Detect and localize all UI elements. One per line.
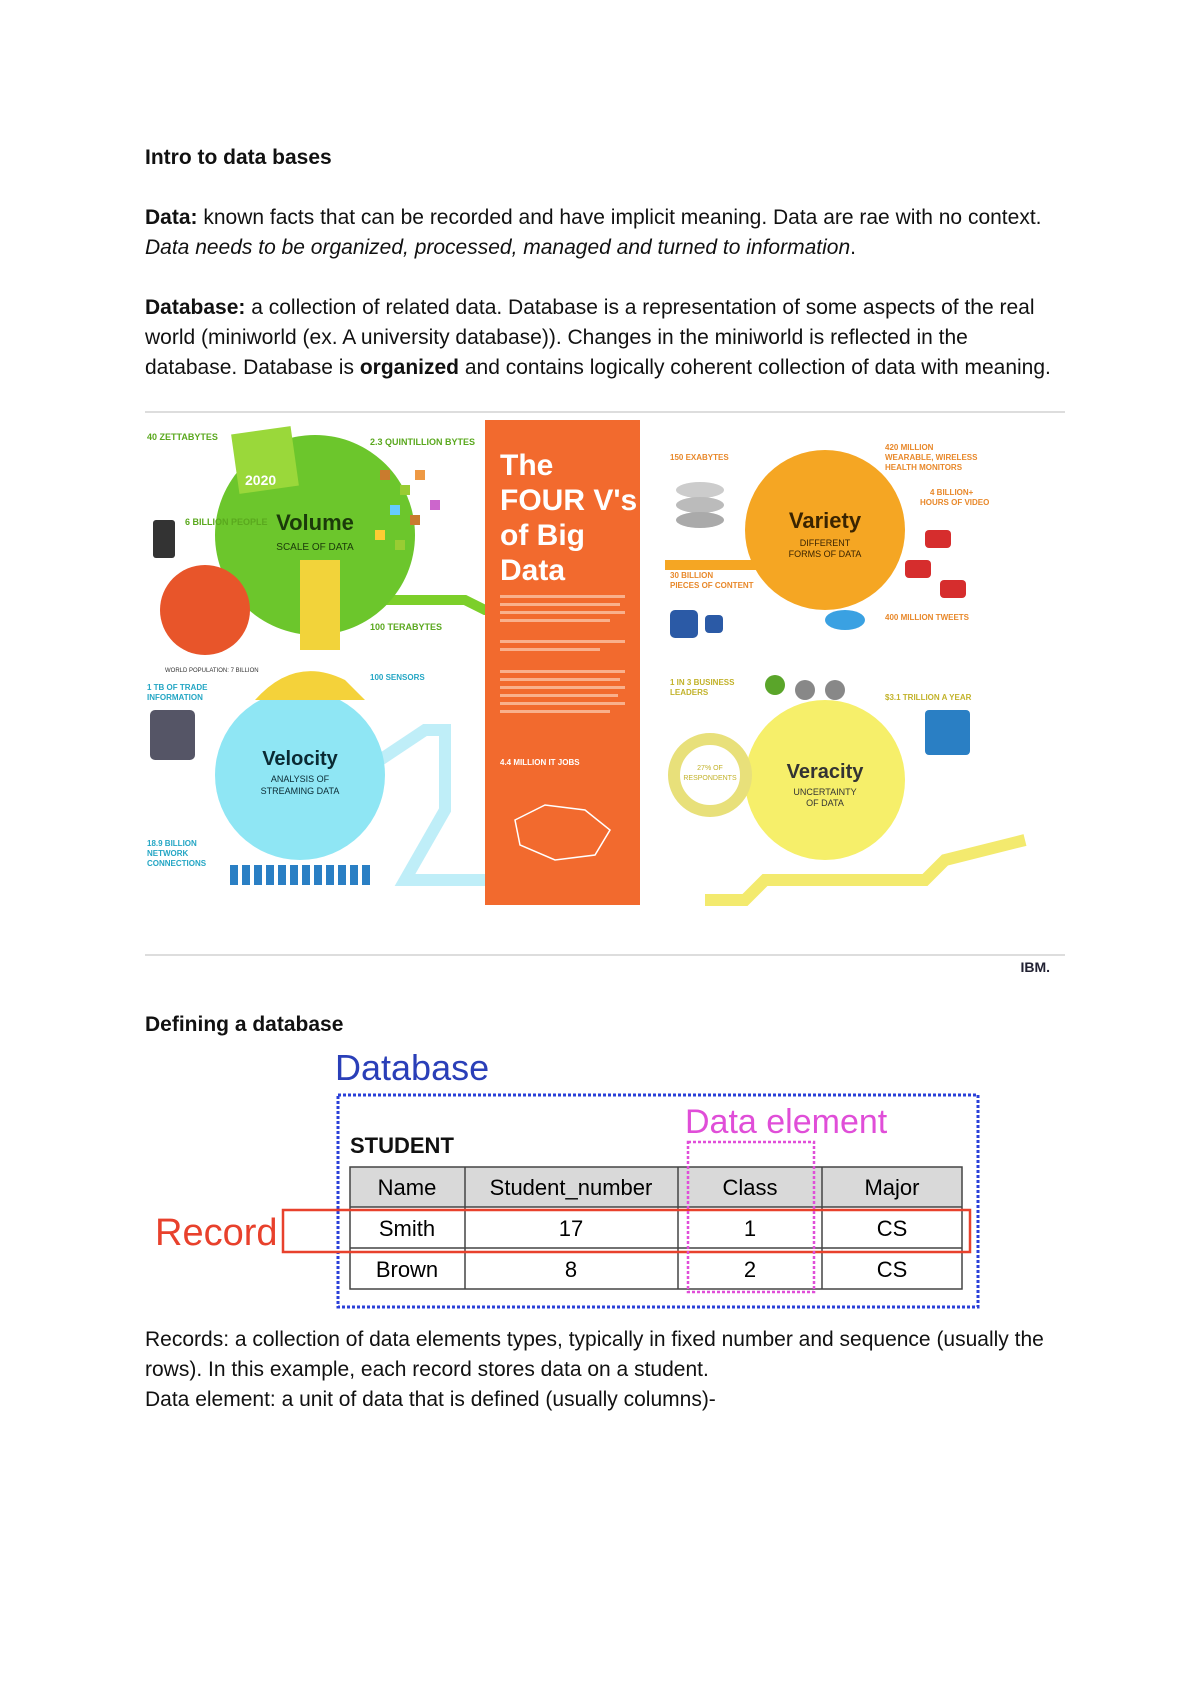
table-cell: CS [876, 1216, 908, 1241]
velocity-panel [147, 671, 425, 885]
column-header-name: Name [377, 1175, 437, 1200]
volume-stat-2: 2.3 QUINTILLION BYTES [370, 437, 476, 447]
veracity-stat-1: 1 IN 3 BUSINESS [670, 678, 735, 687]
records-definition: Records: a collection of data elements types, typically in fixed number and sequence (usually the rows). In this example, each record stores data on a student. [145, 1328, 1044, 1381]
veracity-title: Veracity [786, 761, 864, 783]
table-cell: Smith [378, 1216, 436, 1241]
volume-title: Volume [276, 510, 354, 535]
veracity-stat-3b: RESPONDENTS [683, 775, 737, 782]
data-definition [145, 203, 1065, 263]
variety-stat-2: 420 MILLION [885, 443, 934, 452]
variety-sub-2: FORMS OF DATA [788, 549, 862, 559]
table-name: STUDENT [350, 1133, 454, 1158]
disk-stack-icon [676, 482, 724, 498]
variety-title: Variety [788, 508, 862, 533]
data-end: . [850, 236, 856, 259]
velocity-sub-2: STREAMING DATA [260, 786, 340, 796]
table-cell: 2 [743, 1257, 757, 1282]
volume-population: WORLD POPULATION: 7 BILLION [165, 668, 259, 674]
title-line-1: The [500, 449, 554, 482]
variety-sub-1: DIFFERENT [799, 538, 851, 548]
title-line-2: FOUR V's [500, 484, 638, 517]
youtube-icon [925, 530, 951, 548]
database-label: Database [335, 1047, 490, 1088]
variety-panel [670, 443, 989, 638]
section-heading-defining: Defining a database [145, 1013, 344, 1036]
veracity-stat-3: 27% OF [697, 765, 723, 772]
veracity-stat-2: $3.1 TRILLION A YEAR [885, 693, 972, 702]
database-definition [145, 293, 1065, 383]
car-icon [255, 671, 365, 700]
volume-panel [147, 426, 475, 674]
velocity-title: Velocity [262, 748, 338, 770]
velocity-stat-1b: INFORMATION [147, 693, 203, 702]
person-icon [765, 675, 785, 695]
variety-stat-3: 4 BILLION+ [930, 488, 974, 497]
variety-stat-4b: PIECES OF CONTENT [670, 581, 754, 590]
veracity-panel [670, 675, 972, 860]
velocity-stat-3c: CONNECTIONS [147, 859, 207, 868]
data-element-label: Data element [685, 1103, 888, 1141]
people-icons [230, 865, 370, 885]
variety-stat-2c: HEALTH MONITORS [885, 463, 963, 472]
variety-stat-1: 150 EXABYTES [670, 453, 729, 462]
table-cell: CS [876, 1257, 908, 1282]
database-text-2: and contains logically coherent collection of data with meaning. [459, 356, 1051, 379]
database-text-1: a collection of related data. Database is a representation of some aspects of the real world (miniworld (ex. A university database)). Changes in the miniworld is reflected in the database. Database is [145, 296, 1035, 379]
table-cell: 8 [564, 1257, 578, 1282]
veracity-stat-1b: LEADERS [670, 688, 709, 697]
phone-icon [153, 520, 175, 558]
title-line-4: Data [500, 554, 566, 587]
volume-stat-1: 40 ZETTABYTES [147, 432, 218, 442]
database-term: Database: [145, 296, 246, 319]
data-text: known facts that can be recorded and have implicit meaning. Data are rae with no context. [197, 206, 1042, 229]
column-header-student-number: Student_number [489, 1175, 653, 1200]
center-stat: 4.4 MILLION IT JOBS [500, 758, 580, 767]
floppy-disk-icon [925, 710, 970, 755]
column-header-class: Class [722, 1175, 778, 1200]
veracity-sub-2: OF DATA [806, 798, 844, 808]
table-cell: 1 [743, 1216, 757, 1241]
page-title: Intro to data bases [145, 146, 332, 169]
data-term: Data: [145, 206, 198, 229]
center-title-panel [485, 420, 640, 905]
velocity-stat-2: 100 SENSORS [370, 673, 425, 682]
database-bold-word: organized [359, 356, 459, 379]
facebook-icon [670, 610, 698, 638]
variety-stat-5: 400 MILLION TWEETS [885, 613, 970, 622]
variety-stat-2b: WEARABLE, WIRELESS [885, 453, 978, 462]
velocity-stat-1: 1 TB OF TRADE [147, 683, 208, 692]
title-line-3: of Big [500, 519, 585, 552]
data-element-definition: Data element: a unit of data that is defined (usually columns)- [145, 1388, 716, 1411]
globe-icon [160, 565, 250, 655]
velocity-sub-1: ANALYSIS OF [270, 774, 330, 784]
volume-sub: SCALE OF DATA [276, 542, 354, 553]
variety-stat-3b: HOURS OF VIDEO [920, 498, 990, 507]
table-cell: Brown [375, 1257, 439, 1282]
volume-stat-4: 100 TERABYTES [370, 622, 443, 632]
velocity-stat-3: 18.9 BILLION [147, 839, 197, 848]
record-label: Record [155, 1212, 278, 1254]
data-emphasis: Data needs to be organized, processed, managed and turned to information [145, 236, 851, 259]
column-header-major: Major [864, 1175, 920, 1200]
four-vs-infographic [145, 410, 1065, 980]
trading-desk-icon [150, 710, 195, 760]
twitter-icon [825, 610, 865, 630]
variety-stat-4: 30 BILLION [670, 571, 714, 580]
volume-stat-3: 6 BILLION PEOPLE [185, 517, 268, 527]
table-cell: 17 [558, 1216, 584, 1241]
ibm-logo: IBM. [1020, 959, 1050, 975]
database-diagram [150, 1040, 1000, 1315]
velocity-stat-3b: NETWORK [147, 849, 189, 858]
volume-year: 2020 [245, 472, 277, 488]
veracity-sub-1: UNCERTAINTY [793, 787, 857, 797]
